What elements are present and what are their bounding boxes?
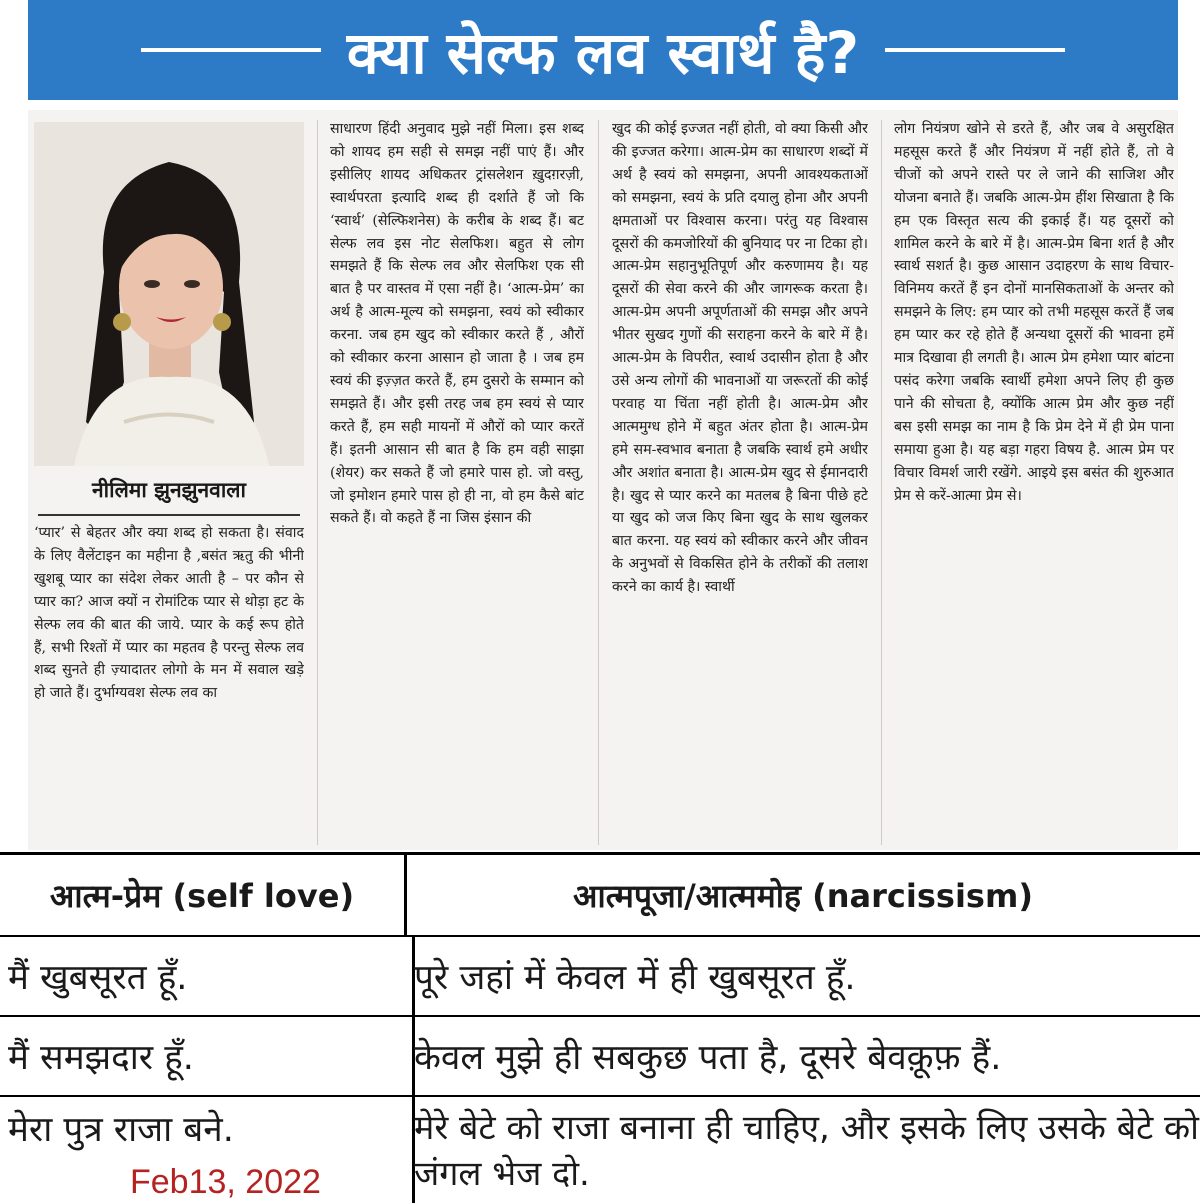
column-divider — [317, 120, 318, 845]
table-cell-self-love: मैं समझदार हूँ. — [0, 1017, 415, 1095]
table-header-narcissism: आत्मपूजा/आत्ममोह (narcissism) — [573, 876, 1033, 915]
article-column-1: ‘प्यार’ से बेहतर और क्या शब्द हो सकता है। संवाद के लिए वैलेंटाइन का महीना है ,बसंत ऋतु की भीनी खुशबू प्यार का संदेश लेकर आती है – पर कौन से प्यार का? आज क्यों न रोमांटिक प्यार से थोड़ा हट के सेल्फ लव की बात की जाये. प्यार के कई रूप होते हैं, सभी रिश्तों में प्यार का महतव है परन्तु सेल्फ लव शब्द सुनते ही ज़्यादातर लोगो के मन में सवाल खड़े हो जाते हैं। दुर्भाग्यवश सेल्फ लव का — [34, 525, 304, 702]
table-cell-self-love: मैं खुबसूरत हूँ. — [0, 937, 415, 1015]
table-cell-self-love: मेरा पुत्र राजा बने. — [0, 1097, 415, 1203]
article-column-3: खुद की कोई इज्जत नहीं होती, वो क्या किसी और की इज्जत करेगा। आत्म-प्रेम का साधारण शब्दों में अर्थ है स्वयं को समझना, अपनी आवश्यकताओं को समझना, स्वयं के प्रति दयालु होना और अपनी क्षमताओं पर विश्वास करना। परंतु यह विश्वास दूसरों की कमजोरियों की बुनियाद पर ना टिका हो। आत्म-प्रेम सहानुभूतिपूर्ण और करुणामय है। यह दूसरों की सेवा करने की और जागरूक करता है। आत्म-प्रेम अपनी अपूर्णताओं की समझ और अपने भीतर सुखद गुणों की सराहना करने के बारे में है। आत्म-प्रेम के विपरीत, स्वार्थ उदासीन होता है और उसे अन्य लोगों की भावनाओं या जरूरतों की कोई परवाह या चिंता नहीं होती है। आत्म-प्रेम और आत्ममुग्ध होने में बहुत अंतर होता है। आत्म-प्रेम हमे सम-स्वभाव बनाता है जबकि स्वार्थ हमे अधीर और अशांत बनाता है। आत्म-प्रेम खुद से ईमानदारी है। खुद से प्यार करने का मतलब है बिना पीछे हटे या खुद को जज किए बिना खुद के साथ खुलकर बात करना. यह स्वयं को स्वीकार करने और जीवन के अनुभवों से विकसित होने के तरीकों की तलाश करने का कार्य है। स्वार्थी — [612, 121, 868, 596]
author-photo — [34, 122, 304, 466]
table-cell-narcissism: पूरे जहां में केवल में ही खुबसूरत हूँ. — [414, 957, 856, 998]
table-header-self-love: आत्म-प्रेम (self love) — [0, 855, 407, 935]
byline-divider — [38, 514, 300, 516]
headline-rule-right — [885, 48, 1065, 52]
headline-title: क्या सेल्फ लव स्वार्थ है? — [346, 18, 860, 87]
column-divider — [881, 120, 882, 845]
headline-rule-left — [141, 48, 321, 52]
table-cell-narcissism: केवल मुझे ही सबकुछ पता है, दूसरे बेवक़ूफ़ हैं. — [414, 1037, 1002, 1078]
article-column-4: लोग नियंत्रण खोने से डरते हैं, और जब वे असुरक्षित महसूस करते हैं और नियंत्रण में नहीं होते हैं, तो वे चीजों को अपने रास्ते पर ले जाने की साजिश और योजना बनाते हैं। जबकि आत्म-प्रेम हींश सिखाता है कि हम एक विस्तृत सत्य की इकाई हैं। यह दूसरों को शामिल करने के बारे में है। आत्म-प्रेम बिना शर्त है और स्वार्थ सशर्त है। कुछ आसान उदाहरण के साथ विचार-विनिमय करतें हैं इन दोनों मानसिकताओं के अन्तर को समझने के लिए: हम प्यार को तभी महसूस करतें हैं जब हम प्यार कर रहे होते हैं अन्यथा दूसरों की भावना हमें मात्र दिखावा ही लगती है। आत्म प्रेम हमेशा प्यार बांटना पसंद करेगा जबकि स्वार्थी हमेशा अपने लिए ही कुछ पाने की सोचता है, क्योंकि आत्म प्रेम और कुछ नहीं बस इसी समझ का नाम है कि प्रेम देने में ही प्रेम पाना समाया हुआ है। यह बड़ा गहरा विषय है. आत्म प्रेम पर विचार विमर्श जारी रखेंगे. आइये इस बसंत की शुरुआत प्रेम से करें-आत्मा प्रेम से। — [894, 121, 1174, 504]
comparison-table — [0, 852, 1200, 1203]
table-row — [0, 937, 1200, 1017]
publication-date: Feb13, 2022 — [130, 1163, 321, 1201]
headline-banner — [28, 0, 1178, 100]
article — [28, 110, 1178, 850]
table-cell-narcissism: मेरे बेटे को राजा बनाना ही चाहिए, और इसके लिए उसके बेटे को जंगल भेज दो. — [414, 1108, 1199, 1194]
author-portrait-image — [34, 122, 304, 466]
article-column-2: साधारण हिंदी अनुवाद मुझे नहीं मिला। इस शब्द को शायद हम सही से समझ नहीं पाएं हैं। और इसीलिए शायद अधिकतर ट्रांसलेशन ख़ुदग़रज़ी, स्वार्थपरता इत्यादि शब्द ही दर्शाते हैं जो कि ‘स्वार्थ’ (सेल्फिशनेस) के करीब के शब्द हैं। बट सेल्फ लव इस नोट सेलफिश। बहुत से लोग समझते हैं कि सेल्फ लव और सेलफिश एक सी बात है पर वास्तव में एसा नहीं है। ‘आत्म-प्रेम’ का अर्थ है आत्म-मूल्य को समझना, स्वयं को स्वीकार करना. जब हम खुद को स्वीकार करते हैं , औरों को स्वीकार करना आसान हो जाता है । जब हम स्वयं की इज़्ज़त करते हैं, हम दुसरो के सम्मान को समझते हैं। और इसी तरह जब हम स्वयं से प्यार करते हैं, हम सही मायनों में औरों को प्यार करतें हैं। इतनी आसान सी बात है कि हम वही साझा (शेयर) कर सकते हैं जो हमारे पास हो. जो वस्तु, जो इमोशन हमारे पास हो ही ना, वो हम कैसे बांट सकते हैं। वो कहते हैं ना जिस इंसान की — [330, 121, 584, 527]
author-byline: नीलिमा झुनझुनवाला — [92, 477, 246, 502]
table-row — [0, 1017, 1200, 1097]
table-header-row — [0, 855, 1200, 937]
column-divider — [598, 120, 599, 845]
